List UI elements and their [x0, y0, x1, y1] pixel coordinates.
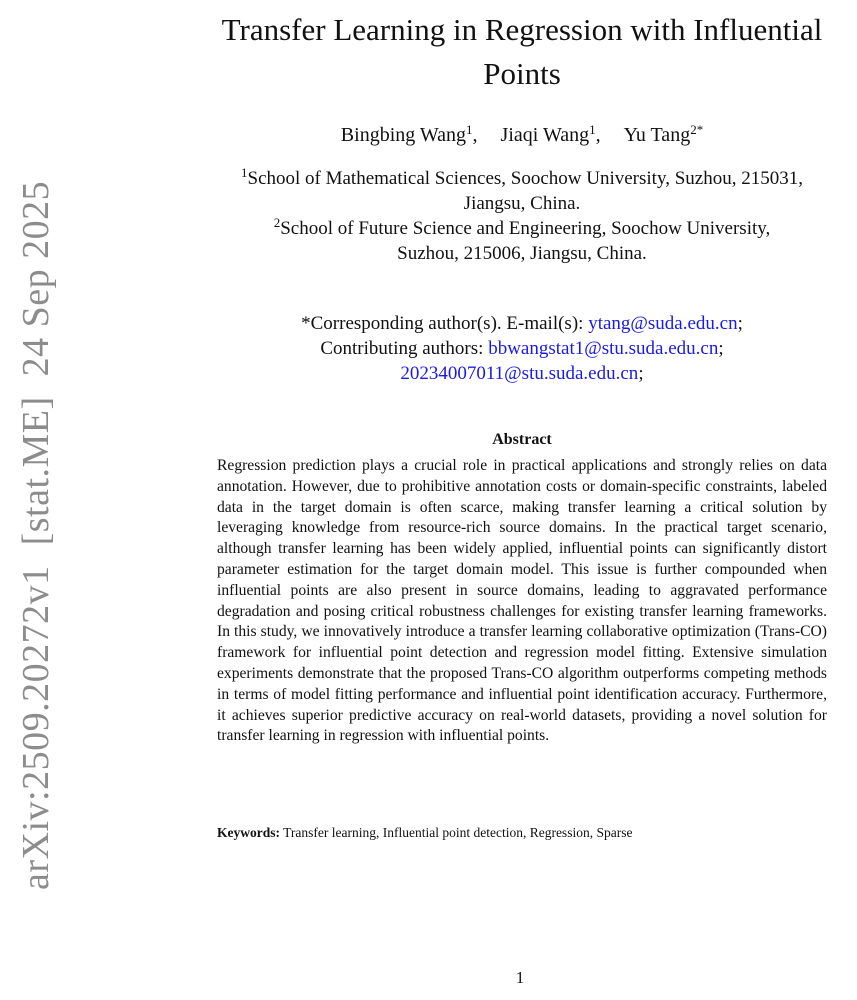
author-list — [195, 124, 849, 147]
contributing-email-link-1[interactable]: bbwangstat1@stu.suda.edu.cn — [488, 338, 719, 359]
affiliations — [195, 166, 849, 266]
affiliation-2-line-2: Suzhou, 215006, Jiangsu, China. — [397, 243, 647, 264]
corresponding-email-link[interactable]: ytang@suda.edu.cn — [588, 313, 738, 334]
author-2: Jiaqi Wang$^1$, — [500, 122, 601, 146]
keywords-text: Transfer learning, Influential point detection, Regression, Sparse — [283, 825, 633, 840]
author-affil-marker: 1 — [589, 122, 596, 137]
affiliation-1-line-2: Jiangsu, China. — [463, 193, 581, 214]
author-1: Bingbing Wang$^1$, — [340, 122, 478, 146]
keywords — [217, 825, 827, 841]
author-affil-marker: 1 — [466, 122, 473, 137]
abstract-heading: Abstract — [492, 431, 552, 448]
contributing-email-link-2[interactable]: 20234007011@stu.suda.edu.cn — [400, 363, 639, 384]
keywords-label: Keywords: — [217, 825, 280, 840]
abstract-body: Regression prediction plays a crucial role in practical applications and strongly relies on data annotation. However, due to prohibitive annotation costs or domain-specific constraints, labeled data in the target domain is often scarce, making transfer learning a critical solution by leveraging knowledge from resource-rich source domains. In the practical target scenario, although transfer learning has been widely applied, influential points can significantly distort parameter estimation for the target domain model. This issue is further compounded when influential points are also present in source domains, leading to aggravated performance degradation and posing critical robustness challenges for existing transfer learning frameworks. In this study, we innovatively introduce a transfer learning collaborative optimization (Trans-CO) framework for influential point detection and regression model fitting. Extensive simulation experiments demonstrate that the proposed Trans-CO algorithm outperforms competing methods in terms of model fitting performance and influential point identification accuracy. Furthermore, it achieves superior predictive accuracy on real-world datasets, providing a novel solution for transfer learning in regression with influential points. — [217, 457, 827, 745]
title-line-2: Points — [483, 56, 561, 91]
corresponding-author-line: *Corresponding author(s). E-mail(s): ytang@suda.edu.cn; — [301, 313, 743, 334]
affiliation-1-line-1: $^1$School of Mathematical Sciences, Soochow University, Suzhou, 215031, — [241, 165, 803, 189]
affiliation-marker: 1 — [241, 165, 248, 180]
arxiv-side-stamp: arXiv:2509.20272v1 [stat.ME] 24 Sep 2025 — [15, 180, 57, 890]
page-number: 1 — [515, 968, 525, 987]
paper-title — [195, 8, 849, 96]
title-line-1: Transfer Learning in Regression with Influential — [221, 12, 823, 47]
author-3 — [624, 124, 704, 146]
author-affil-marker: 2* — [690, 122, 704, 137]
contributing-authors-line-2: 20234007011@stu.suda.edu.cn; — [400, 363, 644, 384]
author-name: Yu Tang — [623, 124, 691, 146]
author-name: Bingbing Wang — [340, 124, 467, 146]
contributing-authors-line: Contributing authors: bbwangstat1@stu.suda.edu.cn; — [320, 338, 724, 359]
author-name: Jiaqi Wang — [500, 124, 590, 146]
affiliation-2-line-1: $^2$School of Future Science and Engineering, Soochow University, — [273, 215, 771, 239]
affiliation-marker: 2 — [273, 215, 281, 230]
contact-info — [195, 311, 849, 386]
